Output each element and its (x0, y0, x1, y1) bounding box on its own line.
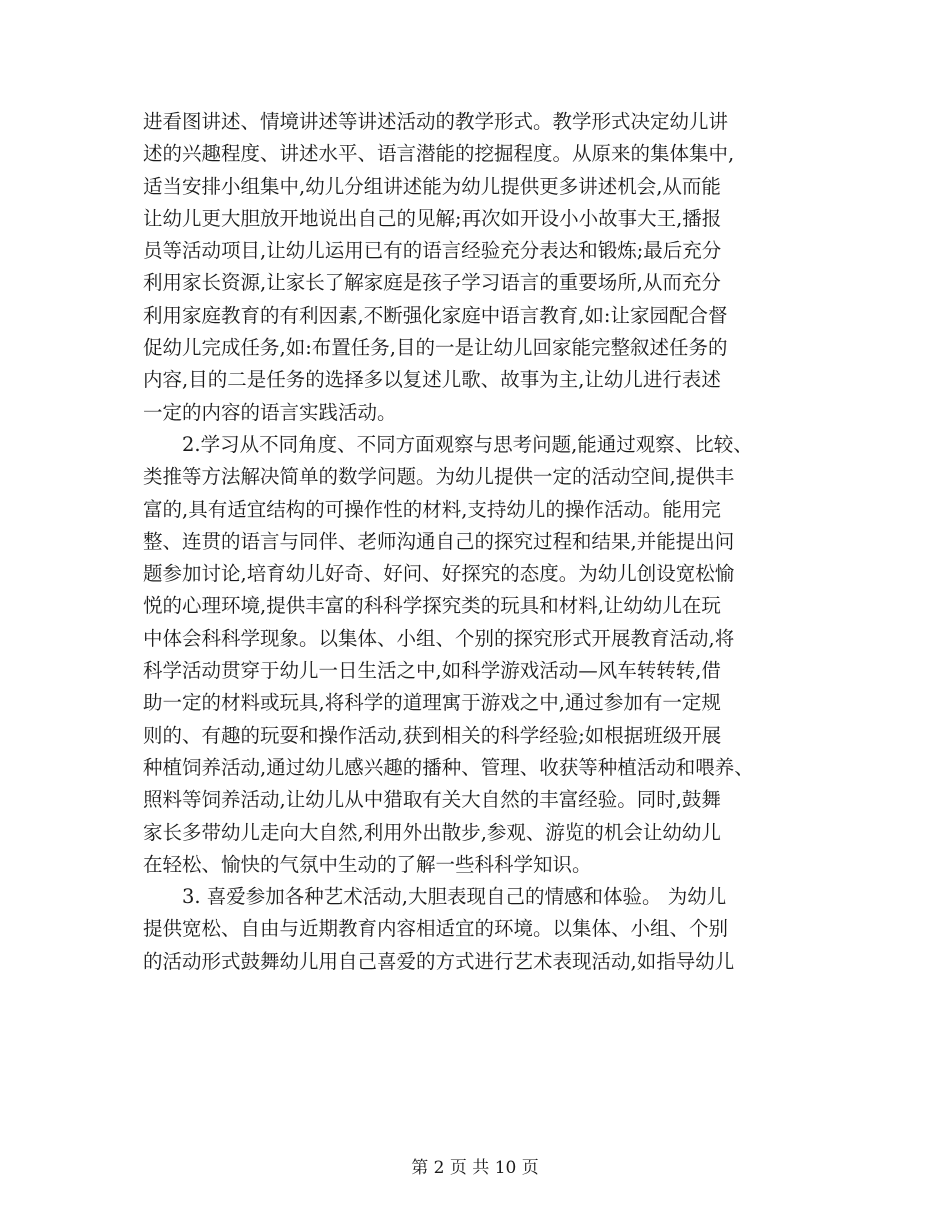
text-line: 提供宽松、自由与近期教育内容相适宜的环境。以集体、小组、个别 (143, 917, 729, 941)
text-line: 内容,目的二是任务的选择多以复述儿歌、故事为主,让幼儿进行表述 (143, 368, 721, 392)
text-line: 富的,具有适宜结构的可操作性的材料,支持幼儿的操作活动。能用完 (143, 497, 721, 521)
footer-prefix: 第 (411, 1158, 429, 1178)
page-footer (0, 1153, 950, 1178)
text-line: 进看图讲述、情境讲述等讲述活动的教学形式。教学形式决定幼儿讲 (143, 110, 729, 133)
text-line: 让幼儿更大胆放开地说出自己的见解;再次如开设小小故事大王,播报 (143, 206, 722, 230)
text-line: 中体会科科学现象。以集体、小组、个别的探究形式开展教育活动,将 (143, 626, 735, 650)
text-line: 助一定的材料或玩具,将科学的道理寓于游戏之中,通过参加有一定规 (143, 691, 721, 715)
body-text (143, 106, 823, 978)
text-line: 类推等方法解决简单的数学问题。为幼儿提供一定的活动空间,提供丰 (143, 465, 735, 489)
text-line: 促幼儿完成任务,如:布置任务,目的一是让幼儿回家能完整叙述任务的 (143, 336, 728, 360)
text-line: 3. 喜爱参加各种艺术活动,大胆表现自己的情感和体验。 为幼儿 (143, 885, 727, 909)
text-line: 种植饲养活动,通过幼儿感兴趣的播种、管理、收获等种植活动和喂养、 (143, 755, 754, 779)
text-line: 的活动形式鼓舞幼儿用自己喜爱的方式进行艺术表现活动,如指导幼儿 (143, 949, 735, 973)
text-line: 悦的心理环境,提供丰富的科科学探究类的玩具和材料,让幼幼儿在玩 (143, 594, 721, 618)
footer-middle: 页 共 (449, 1158, 490, 1178)
text-line: 述的兴趣程度、讲述水平、语言潜能的挖掘程度。从原来的集体集中, (143, 142, 735, 166)
text-line: 在轻松、愉快的气氛中生动的了解一些科科学知识。 (143, 852, 592, 876)
text-line: 题参加讨论,培育幼儿好奇、好问、好探究的态度。为幼儿创设宽松愉 (143, 562, 735, 586)
footer-total-pages: 10 (494, 1158, 517, 1178)
footer-suffix: 页 (521, 1158, 539, 1178)
text-line: 则的、有趣的玩耍和操作活动,获到相关的科学经验;如根据班级开展 (143, 723, 722, 747)
text-line: 员等活动项目,让幼儿运用已有的语言经验充分表达和锻炼;最后充分 (143, 239, 722, 263)
text-line: 2.学习从不同角度、不同方面观察与思考问题,能通过观察、比较、 (143, 432, 753, 456)
text-line: 利用家庭教育的有利因素,不断强化家庭中语言教育,如:让家园配合督 (143, 303, 728, 327)
text-line: 科学活动贯穿于幼儿一日生活之中,如科学游戏活动—风车转转转,借 (143, 659, 721, 683)
text-line: 一定的内容的语言实践活动。 (143, 400, 397, 424)
text-line: 整、连贯的语言与同伴、老师沟通自己的探究过程和结果,并能提出问 (143, 529, 735, 553)
text-line: 家长多带幼儿走向大自然,利用外出散步,参观、游览的机会让幼幼儿 (143, 820, 721, 844)
footer-current-page: 2 (433, 1158, 445, 1178)
text-line: 利用家长资源,让家长了解家庭是孩子学习语言的重要场所,从而充分 (143, 271, 721, 295)
text-line: 照料等饲养活动,让幼儿从中猎取有关大自然的丰富经验。同时,鼓舞 (143, 788, 721, 812)
text-line: 适当安排小组集中,幼儿分组讲述能为幼儿提供更多讲述机会,从而能 (143, 174, 721, 198)
